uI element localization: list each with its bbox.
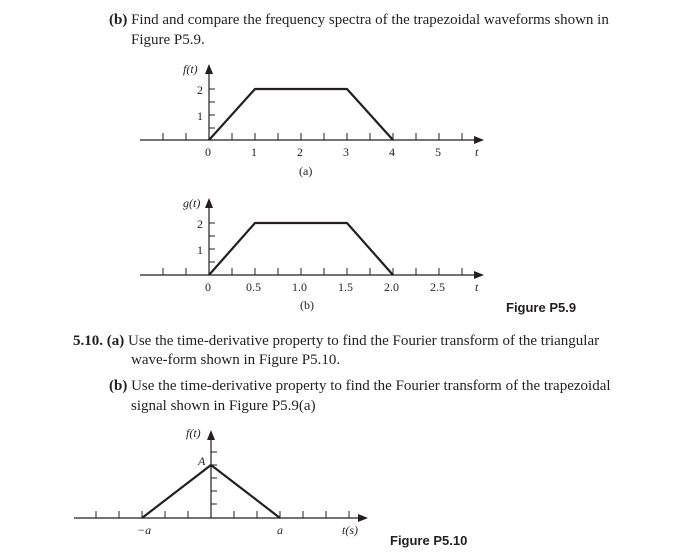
figure-p5-10-caption: Figure P5.10 xyxy=(390,533,468,548)
x-tick-label-3: 1.5 xyxy=(338,280,353,294)
y-tick-label-2: 2 xyxy=(197,83,203,97)
problem-5-10b-line2: signal shown in Figure P5.9(a) xyxy=(131,398,316,414)
y-axis-label: f(t) xyxy=(183,62,198,76)
y-tick-label-1: 1 xyxy=(197,109,203,123)
x-tick-label-5: 2.5 xyxy=(430,280,445,294)
y-axis-label: g(t) xyxy=(183,196,201,210)
x-tick-label-a: a xyxy=(277,523,283,537)
y-axis-arrow xyxy=(207,430,215,440)
x-tick-label-2: 2 xyxy=(297,145,303,159)
x-tick-label-3: 3 xyxy=(343,145,349,159)
problem-text: Use the time-derivative property to find the Fourier transform of the triangular xyxy=(128,333,600,349)
x-tick-label-5: 5 xyxy=(435,145,441,159)
peak-label: A xyxy=(198,454,206,468)
panel-sublabel-a: (a) xyxy=(299,164,313,178)
x-tick-label-2: 1.0 xyxy=(292,280,307,294)
figure-p5-9-caption: Figure P5.9 xyxy=(506,300,577,315)
x-axis-label: t(s) xyxy=(342,523,358,537)
x-tick-label-1: 0.5 xyxy=(246,280,261,294)
part-label: (b) xyxy=(109,12,128,28)
x-axis-label: t xyxy=(475,280,479,294)
y-axis-label: f(t) xyxy=(186,426,201,440)
part-label: (a) xyxy=(106,333,125,349)
part-label: (b) xyxy=(109,378,128,394)
problem-text: Use the time-derivative property to find the Fourier transform of the trapezoidal xyxy=(131,378,611,394)
y-tick-label-1: 1 xyxy=(197,243,203,257)
x-axis-label: t xyxy=(475,145,479,159)
y-axis-ticks xyxy=(211,452,217,504)
x-tick-label-neg-a: −a xyxy=(137,523,152,537)
x-axis-arrow xyxy=(358,514,368,522)
x-tick-label-0: 0 xyxy=(205,280,211,294)
x-tick-label-4: 2.0 xyxy=(384,280,399,294)
y-tick-label-2: 2 xyxy=(197,217,203,231)
problem-5-9b-line2: Figure P5.9. xyxy=(131,32,205,48)
problem-5-10a-line2: wave-form shown in Figure P5.10. xyxy=(131,352,341,368)
problem-number: 5.10. xyxy=(73,333,103,349)
panel-sublabel-b: (b) xyxy=(300,298,314,312)
x-tick-label-0: 0 xyxy=(205,145,211,159)
x-tick-label-4: 4 xyxy=(389,145,395,159)
problem-text: Find and compare the frequency spectra of the trapezoidal waveforms shown in xyxy=(131,12,609,28)
x-axis-minor-ticks xyxy=(96,511,349,518)
x-tick-label-1: 1 xyxy=(251,145,257,159)
